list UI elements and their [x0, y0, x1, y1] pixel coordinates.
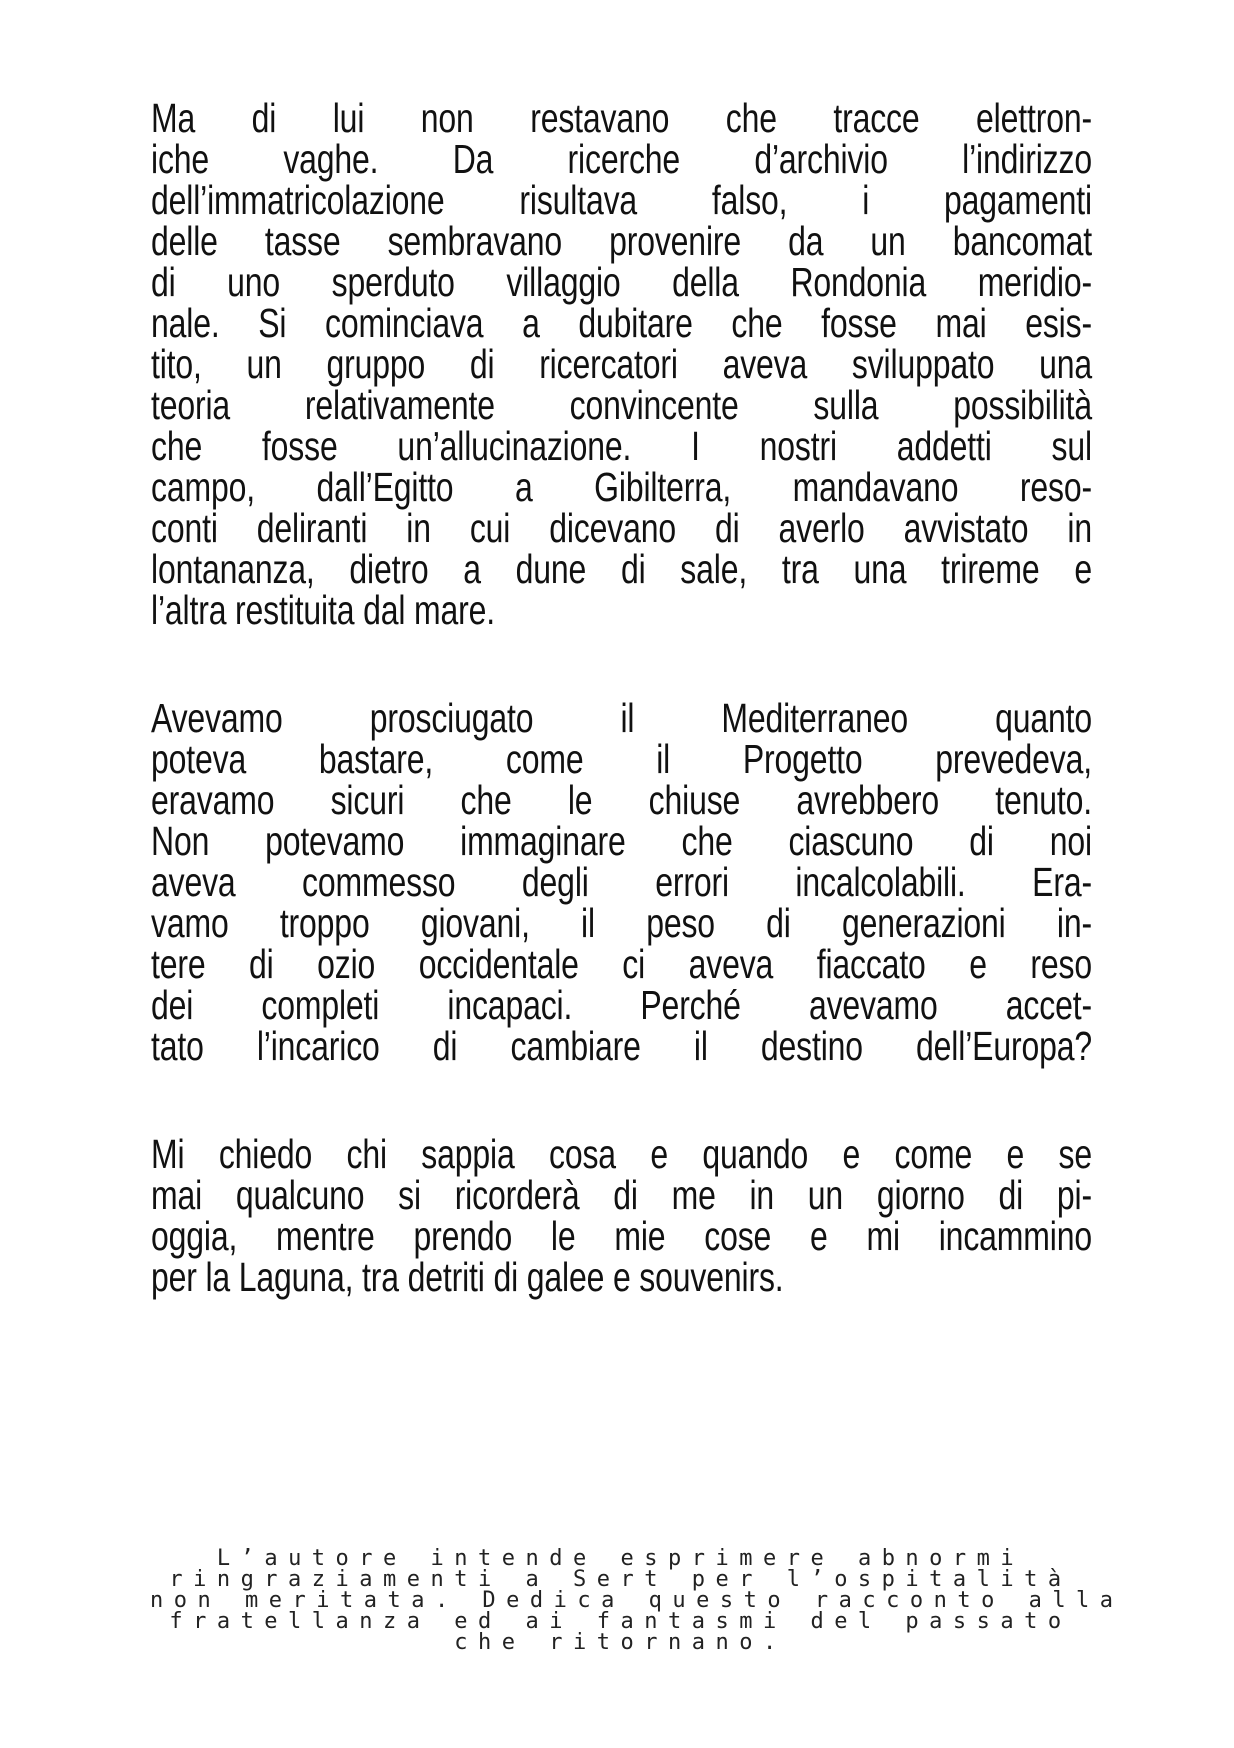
text-line: poteva bastare, come il Progetto prevedeva, [151, 736, 1092, 782]
text-line: conti deliranti in cui dicevano di averlo avvistato in [151, 505, 1092, 551]
text-line: Avevamo prosciugato il Mediterraneo quanto [151, 695, 1092, 741]
text-line: Non potevamo immaginare che ciascuno di noi [151, 818, 1092, 864]
text-line: Ma di lui non restavano che tracce elettron- [151, 95, 1092, 141]
text-line: teoria relativamente convincente sulla possibilità [151, 382, 1092, 428]
text-line: dell’immatricolazione risultava falso, i pagamenti [151, 177, 1092, 223]
text-line: l’altra restituita dal mare. [151, 587, 496, 633]
text-line: che fosse un’allucinazione. I nostri addetti sul [151, 423, 1092, 469]
paragraph-2 [151, 695, 1092, 1069]
text-line: di uno sperduto villaggio della Rondonia meridio- [151, 259, 1092, 305]
text-line: Mi chiedo chi sappia cosa e quando e come e se [151, 1131, 1092, 1177]
text-line: dei completi incapaci. Perché avevamo accet- [151, 982, 1092, 1028]
text-line: lontananza, dietro a dune di sale, tra una trireme e [151, 546, 1092, 592]
text-line: per la Laguna, tra detriti di galee e souvenirs. [151, 1254, 784, 1300]
text-line: vamo troppo giovani, il peso di generazioni in- [151, 900, 1092, 946]
author-note [150, 1546, 1124, 1655]
note-line: non meritata. Dedica questo racconto alla [150, 1588, 1124, 1613]
note-line: fratellanza ed ai fantasmi del passato [169, 1609, 1072, 1634]
note-line: L’autore intende esprimere abnormi [216, 1546, 1025, 1571]
text-line: campo, dall’Egitto a Gibilterra, mandavano reso- [151, 464, 1092, 510]
paragraph-spacer [151, 1067, 1092, 1134]
text-line: eravamo sicuri che le chiuse avrebbero tenuto. [151, 777, 1092, 823]
text-line: tito, un gruppo di ricercatori aveva sviluppato una [151, 341, 1092, 387]
note-line: ringraziamenti a Sert per l’ospitalità [169, 1567, 1072, 1592]
paragraph-spacer [151, 631, 1092, 698]
text-line: tere di ozio occidentale ci aveva fiaccato e reso [151, 941, 1092, 987]
text-line: iche vaghe. Da ricerche d’archivio l’indirizzo [151, 136, 1092, 182]
text-line: oggia, mentre prendo le mie cose e mi incammino [151, 1213, 1092, 1259]
story-text [151, 95, 1092, 1300]
note-line: che ritornano. [454, 1630, 787, 1655]
paragraph-1 [151, 95, 1092, 633]
text-line: aveva commesso degli errori incalcolabili. Era- [151, 859, 1092, 905]
text-line: nale. Si cominciava a dubitare che fosse mai esis- [151, 300, 1092, 346]
text-line: mai qualcuno si ricorderà di me in un giorno di pi- [151, 1172, 1092, 1218]
paragraph-3 [151, 1131, 1092, 1300]
text-line: delle tasse sembravano provenire da un bancomat [151, 218, 1092, 264]
text-line: tato l’incarico di cambiare il destino dell’Europa? [151, 1023, 1092, 1069]
